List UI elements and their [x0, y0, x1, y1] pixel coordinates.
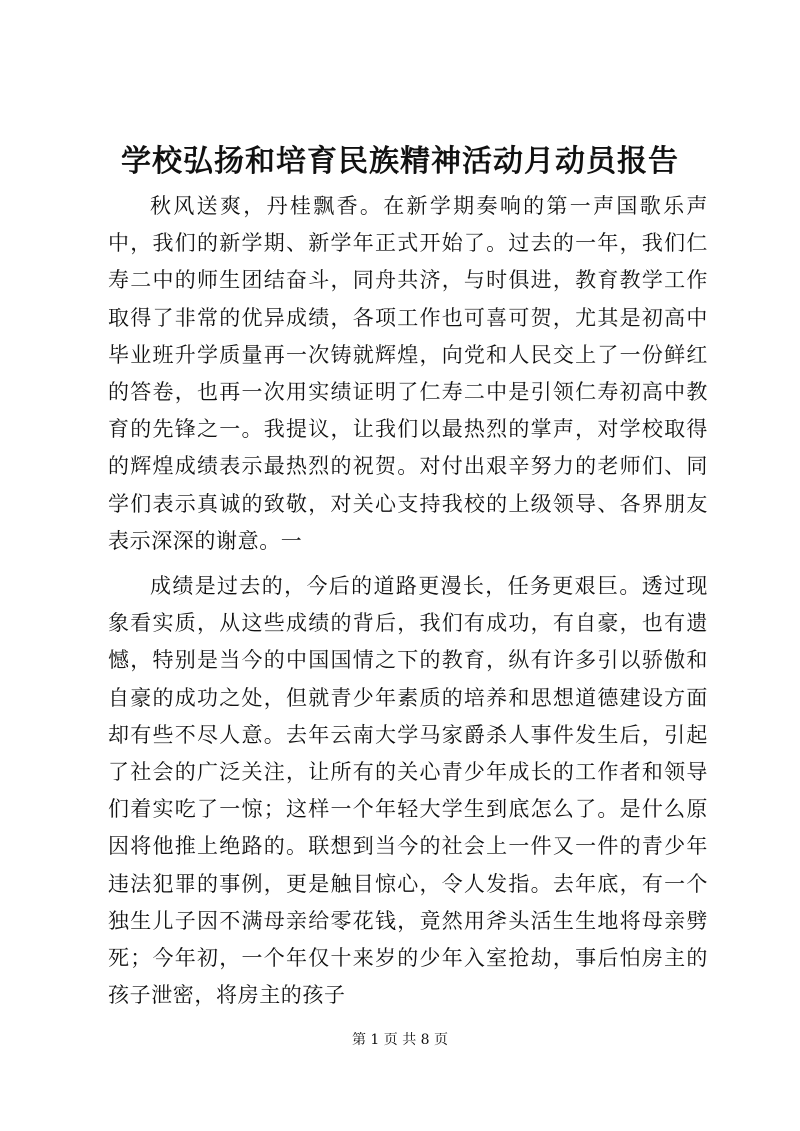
- page-footer: 第 1 页 共 8 页: [351, 1032, 449, 1048]
- document-title: 学校弘扬和培育民族精神活动月动员报告: [121, 144, 679, 179]
- paragraph-1: 秋风送爽，丹桂飘香。在新学期奏响的第一声国歌乐声中，我们的新学期、新学年正式开始了。过去的一年，我们仁寿二中的师生团结奋斗，同舟共济，与时俱进，教育教学工作取得了非常的优异成绩，各项工作也可喜可贺，尤其是初高中毕业班升学质量再一次铸就辉煌，向党和人民交上了一份鲜红的答卷，也再一次用实绩证明了仁寿二中是引领仁寿初高中教育的先锋之一。我提议，让我们以最热烈的掌声，对学校取得的辉煌成绩表示最热烈的祝贺。对付出艰辛努力的老师们、同学们表示真诚的致敬，对关心支持我校的上级领导、各界朋友表示深深的谢意。一: [108, 194, 708, 553]
- document-body: [108, 188, 708, 1014]
- paragraph-2: 成绩是过去的，今后的道路更漫长，任务更艰巨。透过现象看实质，从这些成绩的背后，我们有成功，有自豪，也有遗憾，特别是当今的中国国情之下的教育，纵有许多引以骄傲和自豪的成功之处，但就青少年素质的培养和思想道德建设方面却有些不尽人意。去年云南大学马家爵杀人事件发生后，引起了社会的广泛关注，让所有的关心青少年成长的工作者和领导们着实吃了一惊；这样一个年轻大学生到底怎么了。是什么原因将他推上绝路的。联想到当今的社会上一件又一件的青少年违法犯罪的事例，更是触目惊心，令人发指。去年底，有一个独生儿子因不满母亲给零花钱，竟然用斧头活生生地将母亲劈死；今年初，一个年仅十来岁的少年入室抢劫，事后怕房主的孩子泄密，将房主的孩子: [108, 574, 708, 1008]
